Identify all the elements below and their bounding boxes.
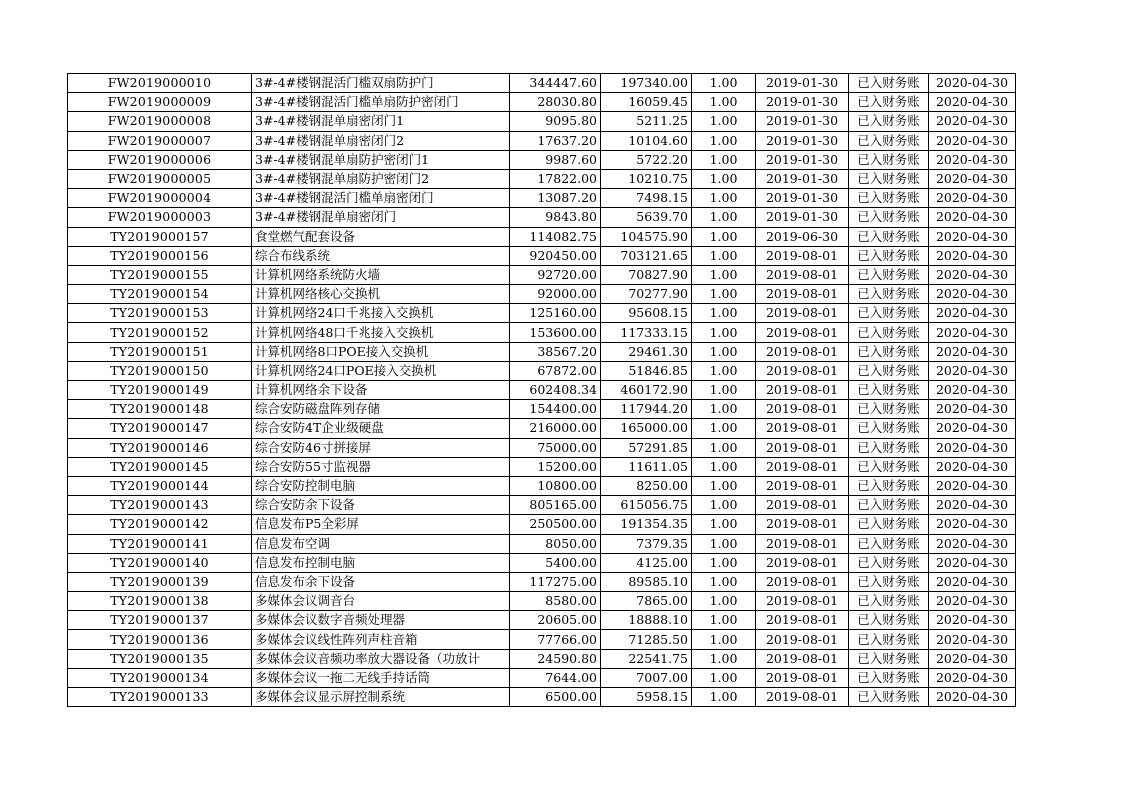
table-row	[68, 227, 1016, 246]
status-cell: 已入财务账	[849, 572, 929, 591]
original-value-cell: 7644.00	[510, 668, 601, 687]
asset-name-cell: 3#-4#楼钢混单扇防护密闭门1	[252, 150, 510, 169]
original-value-cell: 8050.00	[510, 534, 601, 553]
original-value-cell: 153600.00	[510, 323, 601, 342]
original-value-cell: 602408.34	[510, 381, 601, 400]
quantity-cell: 1.00	[692, 688, 756, 707]
table-row	[68, 169, 1016, 188]
asset-code-cell: TY2019000144	[68, 476, 252, 495]
original-value-cell: 77766.00	[510, 630, 601, 649]
original-value-cell: 38567.20	[510, 342, 601, 361]
quantity-cell: 1.00	[692, 246, 756, 265]
status-cell: 已入财务账	[849, 304, 929, 323]
original-value-cell: 154400.00	[510, 400, 601, 419]
quantity-cell: 1.00	[692, 668, 756, 687]
quantity-cell: 1.00	[692, 131, 756, 150]
asset-code-cell: TY2019000140	[68, 553, 252, 572]
table-row	[68, 285, 1016, 304]
original-value-cell: 92000.00	[510, 285, 601, 304]
net-value-cell: 4125.00	[601, 553, 692, 572]
net-value-cell: 5958.15	[601, 688, 692, 707]
record-date-cell: 2020-04-30	[929, 189, 1016, 208]
record-date-cell: 2020-04-30	[929, 419, 1016, 438]
asset-name-cell: 计算机网络8口POE接入交换机	[252, 342, 510, 361]
status-cell: 已入财务账	[849, 630, 929, 649]
acquire-date-cell: 2019-08-01	[756, 265, 849, 284]
net-value-cell: 104575.90	[601, 227, 692, 246]
quantity-cell: 1.00	[692, 169, 756, 188]
acquire-date-cell: 2019-01-30	[756, 150, 849, 169]
record-date-cell: 2020-04-30	[929, 496, 1016, 515]
status-cell: 已入财务账	[849, 265, 929, 284]
asset-name-cell: 3#-4#楼钢混单扇密闭门1	[252, 112, 510, 131]
record-date-cell: 2020-04-30	[929, 246, 1016, 265]
quantity-cell: 1.00	[692, 323, 756, 342]
asset-name-cell: 食堂燃气配套设备	[252, 227, 510, 246]
asset-name-cell: 3#-4#楼钢混单扇密闭门	[252, 208, 510, 227]
quantity-cell: 1.00	[692, 553, 756, 572]
net-value-cell: 5722.20	[601, 150, 692, 169]
status-cell: 已入财务账	[849, 534, 929, 553]
original-value-cell: 20605.00	[510, 611, 601, 630]
acquire-date-cell: 2019-08-01	[756, 400, 849, 419]
table-row	[68, 112, 1016, 131]
asset-name-cell: 计算机网络24口POE接入交换机	[252, 361, 510, 380]
table-row	[68, 611, 1016, 630]
record-date-cell: 2020-04-30	[929, 304, 1016, 323]
asset-name-cell: 3#-4#楼钢混单扇密闭门2	[252, 131, 510, 150]
original-value-cell: 17822.00	[510, 169, 601, 188]
asset-name-cell: 综合布线系统	[252, 246, 510, 265]
record-date-cell: 2020-04-30	[929, 688, 1016, 707]
net-value-cell: 8250.00	[601, 476, 692, 495]
acquire-date-cell: 2019-08-01	[756, 342, 849, 361]
table-row	[68, 668, 1016, 687]
net-value-cell: 10210.75	[601, 169, 692, 188]
record-date-cell: 2020-04-30	[929, 169, 1016, 188]
net-value-cell: 70827.90	[601, 265, 692, 284]
table-row	[68, 361, 1016, 380]
acquire-date-cell: 2019-08-01	[756, 476, 849, 495]
acquire-date-cell: 2019-01-30	[756, 189, 849, 208]
quantity-cell: 1.00	[692, 649, 756, 668]
acquire-date-cell: 2019-01-30	[756, 112, 849, 131]
net-value-cell: 95608.15	[601, 304, 692, 323]
asset-code-cell: TY2019000145	[68, 457, 252, 476]
asset-code-cell: TY2019000137	[68, 611, 252, 630]
status-cell: 已入财务账	[849, 688, 929, 707]
record-date-cell: 2020-04-30	[929, 534, 1016, 553]
status-cell: 已入财务账	[849, 668, 929, 687]
original-value-cell: 9987.60	[510, 150, 601, 169]
record-date-cell: 2020-04-30	[929, 515, 1016, 534]
net-value-cell: 11611.05	[601, 457, 692, 476]
asset-code-cell: TY2019000148	[68, 400, 252, 419]
status-cell: 已入财务账	[849, 496, 929, 515]
asset-name-cell: 多媒体会议线性阵列声柱音箱	[252, 630, 510, 649]
asset-code-cell: TY2019000151	[68, 342, 252, 361]
acquire-date-cell: 2019-08-01	[756, 592, 849, 611]
status-cell: 已入财务账	[849, 246, 929, 265]
acquire-date-cell: 2019-08-01	[756, 381, 849, 400]
table-row	[68, 342, 1016, 361]
record-date-cell: 2020-04-30	[929, 553, 1016, 572]
asset-name-cell: 3#-4#楼钢混活门槛双扇防护门	[252, 74, 510, 93]
asset-name-cell: 3#-4#楼钢混单扇防护密闭门2	[252, 169, 510, 188]
net-value-cell: 7007.00	[601, 668, 692, 687]
table-row	[68, 592, 1016, 611]
status-cell: 已入财务账	[849, 112, 929, 131]
asset-name-cell: 综合安防磁盘阵列存储	[252, 400, 510, 419]
table-row	[68, 323, 1016, 342]
status-cell: 已入财务账	[849, 131, 929, 150]
quantity-cell: 1.00	[692, 189, 756, 208]
original-value-cell: 216000.00	[510, 419, 601, 438]
acquire-date-cell: 2019-08-01	[756, 668, 849, 687]
quantity-cell: 1.00	[692, 381, 756, 400]
record-date-cell: 2020-04-30	[929, 630, 1016, 649]
quantity-cell: 1.00	[692, 93, 756, 112]
original-value-cell: 920450.00	[510, 246, 601, 265]
asset-code-cell: FW2019000008	[68, 112, 252, 131]
asset-name-cell: 多媒体会议一拖二无线手持话筒	[252, 668, 510, 687]
table-row	[68, 150, 1016, 169]
status-cell: 已入财务账	[849, 227, 929, 246]
status-cell: 已入财务账	[849, 323, 929, 342]
table-row	[68, 649, 1016, 668]
net-value-cell: 89585.10	[601, 572, 692, 591]
table-row	[68, 438, 1016, 457]
status-cell: 已入财务账	[849, 381, 929, 400]
table-row	[68, 265, 1016, 284]
quantity-cell: 1.00	[692, 150, 756, 169]
asset-code-cell: TY2019000136	[68, 630, 252, 649]
quantity-cell: 1.00	[692, 496, 756, 515]
acquire-date-cell: 2019-08-01	[756, 534, 849, 553]
net-value-cell: 5639.70	[601, 208, 692, 227]
asset-code-cell: TY2019000152	[68, 323, 252, 342]
table-row	[68, 189, 1016, 208]
net-value-cell: 117944.20	[601, 400, 692, 419]
quantity-cell: 1.00	[692, 74, 756, 93]
status-cell: 已入财务账	[849, 189, 929, 208]
acquire-date-cell: 2019-08-01	[756, 285, 849, 304]
asset-name-cell: 信息发布P5全彩屏	[252, 515, 510, 534]
quantity-cell: 1.00	[692, 592, 756, 611]
record-date-cell: 2020-04-30	[929, 611, 1016, 630]
table-row	[68, 572, 1016, 591]
net-value-cell: 7379.35	[601, 534, 692, 553]
asset-name-cell: 综合安防46寸拼接屏	[252, 438, 510, 457]
net-value-cell: 16059.45	[601, 93, 692, 112]
acquire-date-cell: 2019-08-01	[756, 553, 849, 572]
record-date-cell: 2020-04-30	[929, 208, 1016, 227]
net-value-cell: 18888.10	[601, 611, 692, 630]
original-value-cell: 9095.80	[510, 112, 601, 131]
acquire-date-cell: 2019-08-01	[756, 572, 849, 591]
asset-name-cell: 信息发布余下设备	[252, 572, 510, 591]
quantity-cell: 1.00	[692, 285, 756, 304]
table-row	[68, 457, 1016, 476]
status-cell: 已入财务账	[849, 419, 929, 438]
asset-code-cell: FW2019000004	[68, 189, 252, 208]
status-cell: 已入财务账	[849, 93, 929, 112]
table-row	[68, 419, 1016, 438]
acquire-date-cell: 2019-01-30	[756, 74, 849, 93]
quantity-cell: 1.00	[692, 534, 756, 553]
original-value-cell: 8580.00	[510, 592, 601, 611]
asset-code-cell: TY2019000139	[68, 572, 252, 591]
asset-name-cell: 多媒体会议数字音频处理器	[252, 611, 510, 630]
asset-code-cell: TY2019000153	[68, 304, 252, 323]
record-date-cell: 2020-04-30	[929, 668, 1016, 687]
asset-code-cell: TY2019000147	[68, 419, 252, 438]
status-cell: 已入财务账	[849, 150, 929, 169]
status-cell: 已入财务账	[849, 476, 929, 495]
net-value-cell: 29461.30	[601, 342, 692, 361]
original-value-cell: 75000.00	[510, 438, 601, 457]
quantity-cell: 1.00	[692, 438, 756, 457]
asset-code-cell: FW2019000007	[68, 131, 252, 150]
record-date-cell: 2020-04-30	[929, 400, 1016, 419]
record-date-cell: 2020-04-30	[929, 285, 1016, 304]
status-cell: 已入财务账	[849, 592, 929, 611]
table-row	[68, 534, 1016, 553]
status-cell: 已入财务账	[849, 74, 929, 93]
status-cell: 已入财务账	[849, 611, 929, 630]
asset-name-cell: 计算机网络核心交换机	[252, 285, 510, 304]
status-cell: 已入财务账	[849, 457, 929, 476]
record-date-cell: 2020-04-30	[929, 476, 1016, 495]
original-value-cell: 67872.00	[510, 361, 601, 380]
acquire-date-cell: 2019-08-01	[756, 323, 849, 342]
asset-name-cell: 信息发布控制电脑	[252, 553, 510, 572]
quantity-cell: 1.00	[692, 611, 756, 630]
net-value-cell: 703121.65	[601, 246, 692, 265]
table-row	[68, 515, 1016, 534]
original-value-cell: 5400.00	[510, 553, 601, 572]
status-cell: 已入财务账	[849, 208, 929, 227]
asset-code-cell: FW2019000009	[68, 93, 252, 112]
record-date-cell: 2020-04-30	[929, 381, 1016, 400]
original-value-cell: 125160.00	[510, 304, 601, 323]
status-cell: 已入财务账	[849, 438, 929, 457]
record-date-cell: 2020-04-30	[929, 592, 1016, 611]
record-date-cell: 2020-04-30	[929, 74, 1016, 93]
record-date-cell: 2020-04-30	[929, 342, 1016, 361]
quantity-cell: 1.00	[692, 361, 756, 380]
quantity-cell: 1.00	[692, 265, 756, 284]
acquire-date-cell: 2019-08-01	[756, 515, 849, 534]
original-value-cell: 15200.00	[510, 457, 601, 476]
asset-code-cell: FW2019000003	[68, 208, 252, 227]
status-cell: 已入财务账	[849, 285, 929, 304]
asset-code-cell: TY2019000150	[68, 361, 252, 380]
asset-name-cell: 计算机网络余下设备	[252, 381, 510, 400]
asset-name-cell: 计算机网络系统防火墙	[252, 265, 510, 284]
table-row	[68, 553, 1016, 572]
table-row	[68, 131, 1016, 150]
asset-code-cell: FW2019000006	[68, 150, 252, 169]
table-row	[68, 381, 1016, 400]
record-date-cell: 2020-04-30	[929, 131, 1016, 150]
asset-code-cell: TY2019000142	[68, 515, 252, 534]
table-row	[68, 496, 1016, 515]
asset-name-cell: 计算机网络48口千兆接入交换机	[252, 323, 510, 342]
status-cell: 已入财务账	[849, 649, 929, 668]
asset-name-cell: 多媒体会议音频功率放大器设备（功放计	[252, 649, 510, 668]
record-date-cell: 2020-04-30	[929, 457, 1016, 476]
net-value-cell: 22541.75	[601, 649, 692, 668]
asset-code-cell: TY2019000154	[68, 285, 252, 304]
net-value-cell: 7865.00	[601, 592, 692, 611]
quantity-cell: 1.00	[692, 208, 756, 227]
original-value-cell: 24590.80	[510, 649, 601, 668]
acquire-date-cell: 2019-01-30	[756, 131, 849, 150]
asset-code-cell: TY2019000135	[68, 649, 252, 668]
acquire-date-cell: 2019-08-01	[756, 496, 849, 515]
acquire-date-cell: 2019-08-01	[756, 630, 849, 649]
original-value-cell: 17637.20	[510, 131, 601, 150]
original-value-cell: 92720.00	[510, 265, 601, 284]
record-date-cell: 2020-04-30	[929, 150, 1016, 169]
table-row	[68, 400, 1016, 419]
net-value-cell: 460172.90	[601, 381, 692, 400]
asset-name-cell: 综合安防4T企业级硬盘	[252, 419, 510, 438]
quantity-cell: 1.00	[692, 457, 756, 476]
acquire-date-cell: 2019-08-01	[756, 246, 849, 265]
acquire-date-cell: 2019-08-01	[756, 419, 849, 438]
original-value-cell: 9843.80	[510, 208, 601, 227]
status-cell: 已入财务账	[849, 169, 929, 188]
asset-code-cell: TY2019000143	[68, 496, 252, 515]
quantity-cell: 1.00	[692, 630, 756, 649]
quantity-cell: 1.00	[692, 400, 756, 419]
net-value-cell: 7498.15	[601, 189, 692, 208]
net-value-cell: 57291.85	[601, 438, 692, 457]
acquire-date-cell: 2019-08-01	[756, 611, 849, 630]
acquire-date-cell: 2019-01-30	[756, 169, 849, 188]
asset-code-cell: TY2019000134	[68, 668, 252, 687]
table-row	[68, 246, 1016, 265]
asset-code-cell: TY2019000141	[68, 534, 252, 553]
record-date-cell: 2020-04-30	[929, 361, 1016, 380]
asset-name-cell: 3#-4#楼钢混活门槛单扇密闭门	[252, 189, 510, 208]
quantity-cell: 1.00	[692, 227, 756, 246]
acquire-date-cell: 2019-08-01	[756, 304, 849, 323]
asset-code-cell: TY2019000157	[68, 227, 252, 246]
original-value-cell: 117275.00	[510, 572, 601, 591]
quantity-cell: 1.00	[692, 419, 756, 438]
table-row	[68, 476, 1016, 495]
original-value-cell: 805165.00	[510, 496, 601, 515]
acquire-date-cell: 2019-08-01	[756, 688, 849, 707]
status-cell: 已入财务账	[849, 342, 929, 361]
original-value-cell: 114082.75	[510, 227, 601, 246]
original-value-cell: 10800.00	[510, 476, 601, 495]
acquire-date-cell: 2019-01-30	[756, 93, 849, 112]
table-row	[68, 93, 1016, 112]
asset-code-cell: TY2019000138	[68, 592, 252, 611]
quantity-cell: 1.00	[692, 112, 756, 131]
status-cell: 已入财务账	[849, 361, 929, 380]
status-cell: 已入财务账	[849, 515, 929, 534]
net-value-cell: 197340.00	[601, 74, 692, 93]
asset-code-cell: TY2019000146	[68, 438, 252, 457]
original-value-cell: 250500.00	[510, 515, 601, 534]
table-row	[68, 630, 1016, 649]
table-row	[68, 74, 1016, 93]
status-cell: 已入财务账	[849, 553, 929, 572]
asset-code-cell: TY2019000149	[68, 381, 252, 400]
net-value-cell: 51846.85	[601, 361, 692, 380]
acquire-date-cell: 2019-08-01	[756, 361, 849, 380]
asset-name-cell: 综合安防控制电脑	[252, 476, 510, 495]
asset-name-cell: 多媒体会议显示屏控制系统	[252, 688, 510, 707]
net-value-cell: 70277.90	[601, 285, 692, 304]
quantity-cell: 1.00	[692, 342, 756, 361]
quantity-cell: 1.00	[692, 572, 756, 591]
original-value-cell: 28030.80	[510, 93, 601, 112]
acquire-date-cell: 2019-08-01	[756, 438, 849, 457]
asset-code-cell: FW2019000010	[68, 74, 252, 93]
asset-name-cell: 3#-4#楼钢混活门槛单扇防护密闭门	[252, 93, 510, 112]
acquire-date-cell: 2019-08-01	[756, 457, 849, 476]
record-date-cell: 2020-04-30	[929, 227, 1016, 246]
table-row	[68, 208, 1016, 227]
asset-name-cell: 多媒体会议调音台	[252, 592, 510, 611]
net-value-cell: 615056.75	[601, 496, 692, 515]
asset-name-cell: 综合安防55寸监视器	[252, 457, 510, 476]
asset-table-body	[68, 74, 1016, 707]
record-date-cell: 2020-04-30	[929, 112, 1016, 131]
original-value-cell: 344447.60	[510, 74, 601, 93]
record-date-cell: 2020-04-30	[929, 438, 1016, 457]
record-date-cell: 2020-04-30	[929, 265, 1016, 284]
net-value-cell: 191354.35	[601, 515, 692, 534]
acquire-date-cell: 2019-08-01	[756, 649, 849, 668]
record-date-cell: 2020-04-30	[929, 323, 1016, 342]
table-row	[68, 304, 1016, 323]
record-date-cell: 2020-04-30	[929, 572, 1016, 591]
asset-code-cell: FW2019000005	[68, 169, 252, 188]
acquire-date-cell: 2019-06-30	[756, 227, 849, 246]
asset-code-cell: TY2019000133	[68, 688, 252, 707]
original-value-cell: 6500.00	[510, 688, 601, 707]
acquire-date-cell: 2019-01-30	[756, 208, 849, 227]
asset-name-cell: 综合安防余下设备	[252, 496, 510, 515]
asset-code-cell: TY2019000156	[68, 246, 252, 265]
net-value-cell: 165000.00	[601, 419, 692, 438]
quantity-cell: 1.00	[692, 476, 756, 495]
net-value-cell: 10104.60	[601, 131, 692, 150]
table-row	[68, 688, 1016, 707]
record-date-cell: 2020-04-30	[929, 649, 1016, 668]
asset-table	[67, 73, 1016, 707]
asset-name-cell: 信息发布空调	[252, 534, 510, 553]
net-value-cell: 5211.25	[601, 112, 692, 131]
quantity-cell: 1.00	[692, 515, 756, 534]
record-date-cell: 2020-04-30	[929, 93, 1016, 112]
status-cell: 已入财务账	[849, 400, 929, 419]
net-value-cell: 71285.50	[601, 630, 692, 649]
asset-code-cell: TY2019000155	[68, 265, 252, 284]
net-value-cell: 117333.15	[601, 323, 692, 342]
quantity-cell: 1.00	[692, 304, 756, 323]
asset-name-cell: 计算机网络24口千兆接入交换机	[252, 304, 510, 323]
original-value-cell: 13087.20	[510, 189, 601, 208]
